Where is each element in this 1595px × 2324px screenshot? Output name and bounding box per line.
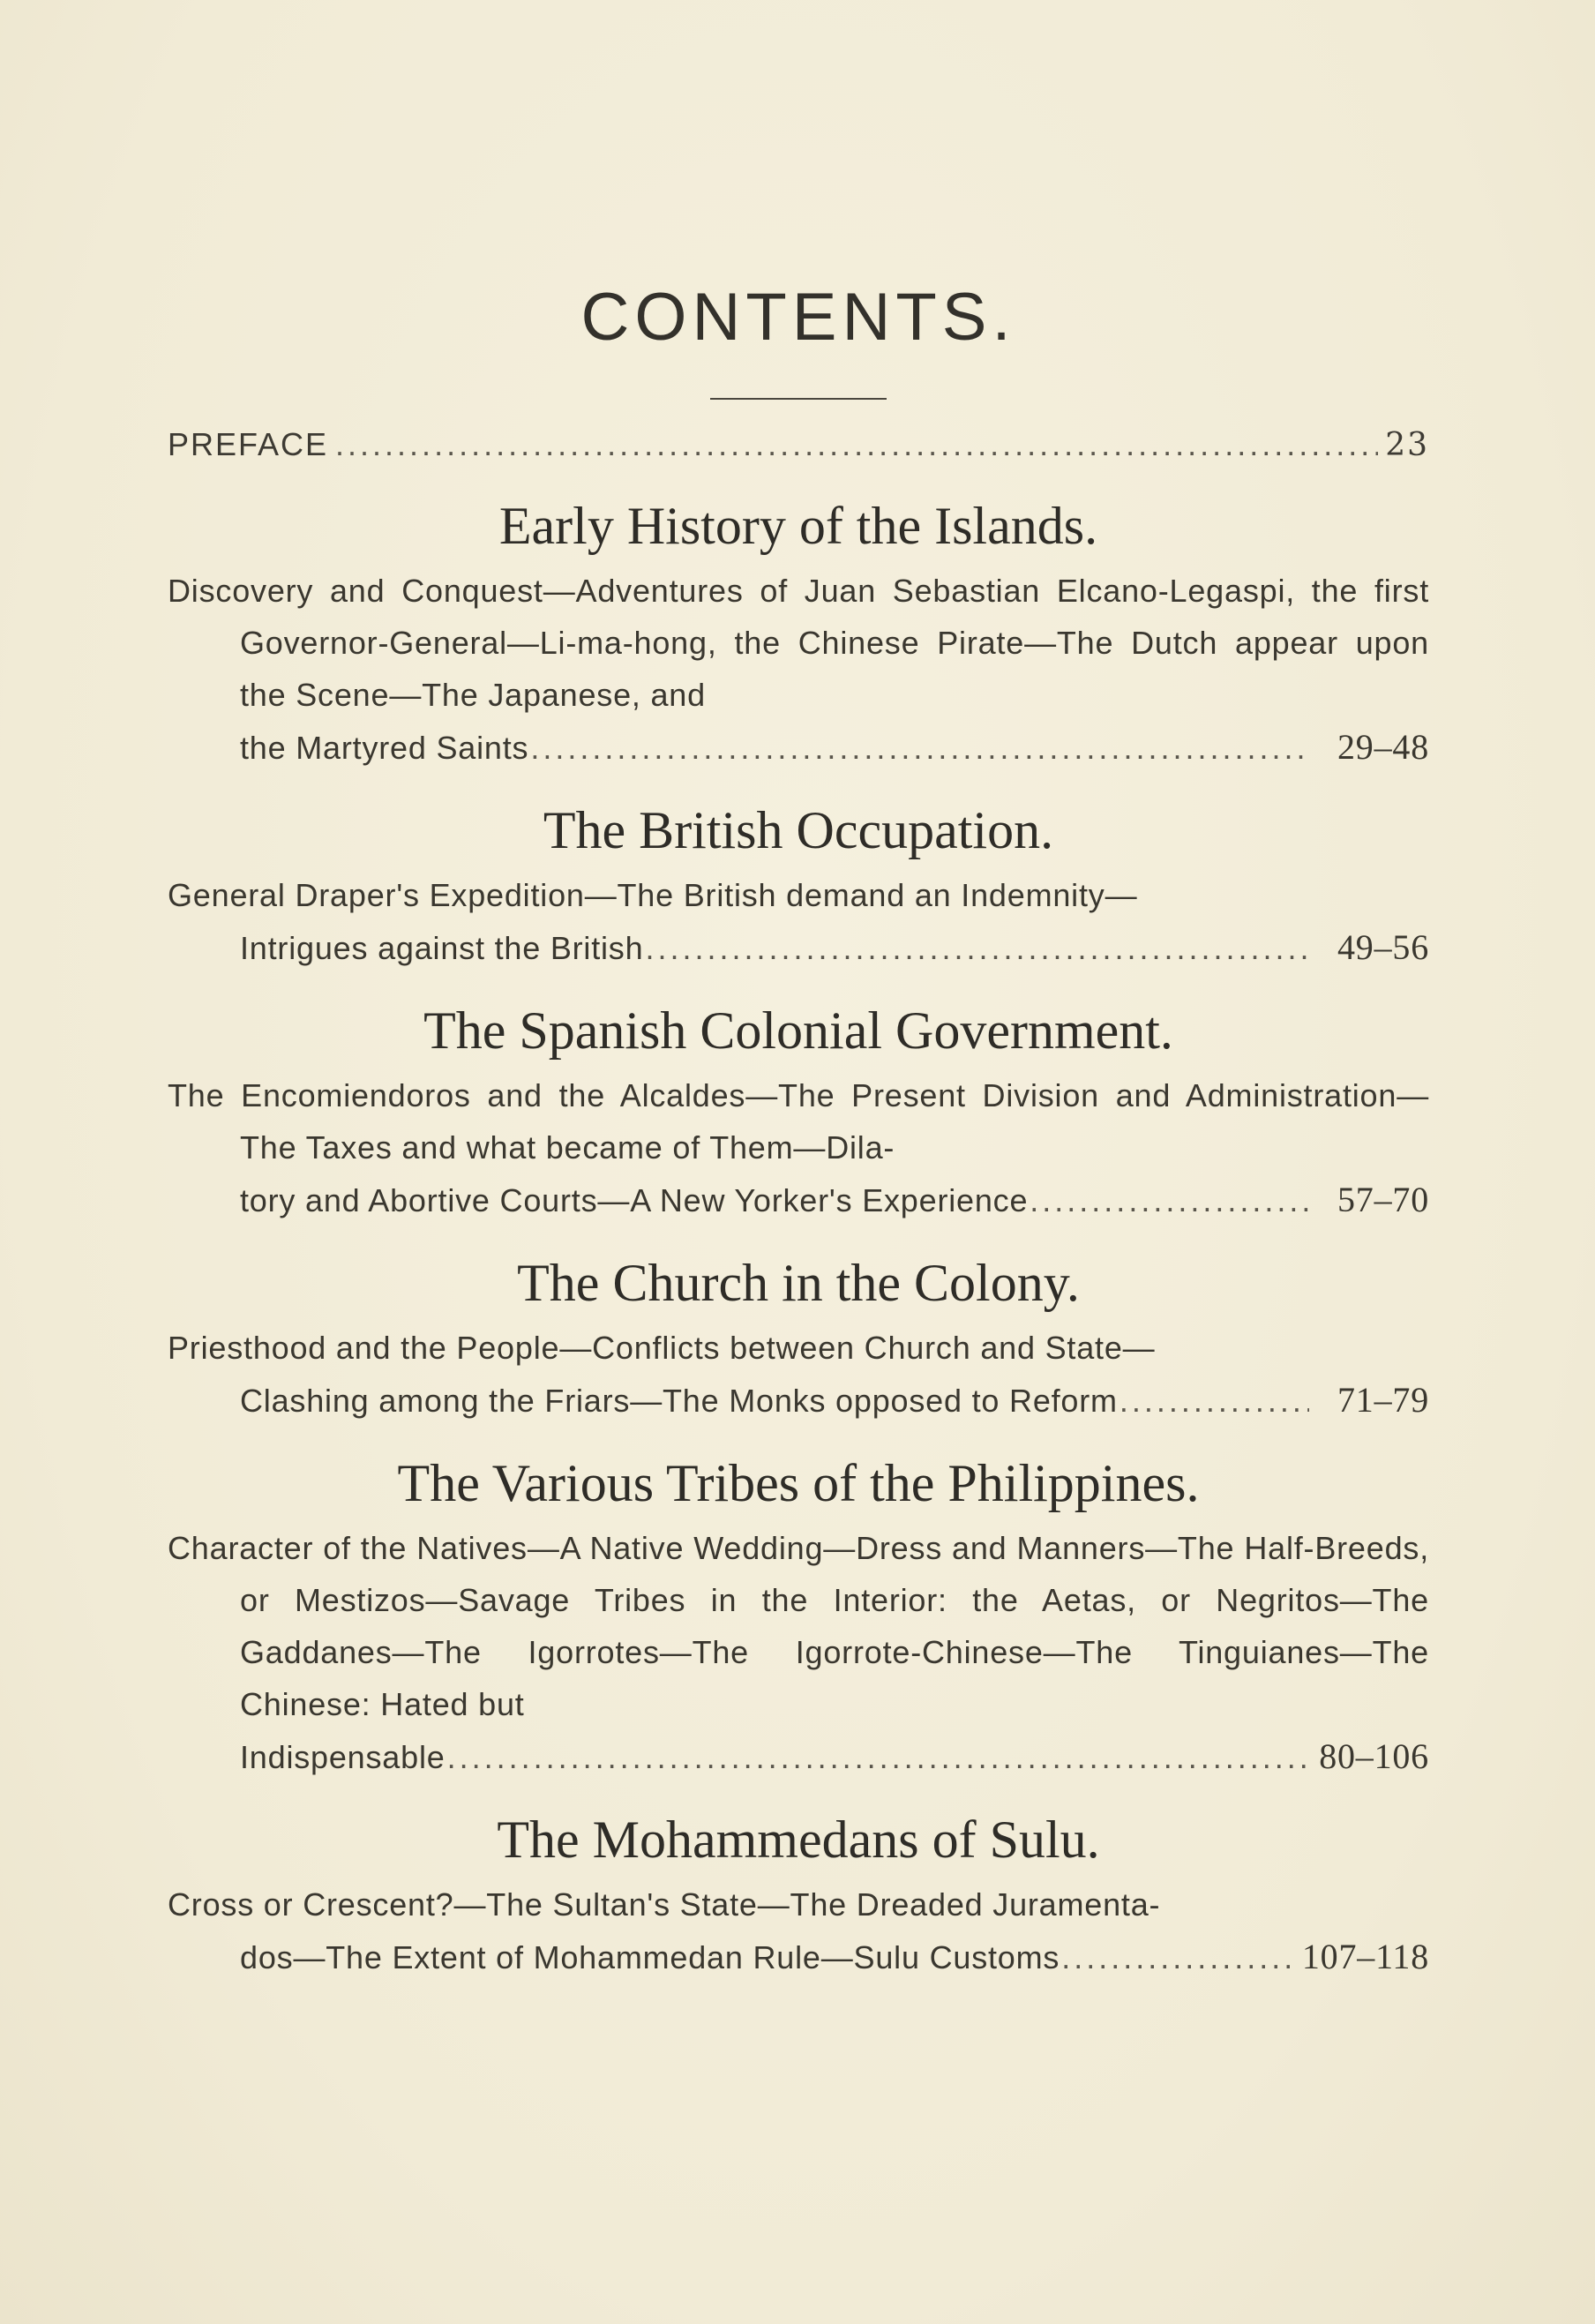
leader-dots <box>1030 1174 1309 1226</box>
toc-section-church <box>168 1249 1429 1427</box>
section-entry-end <box>240 1374 1429 1427</box>
leader-dots <box>335 421 1378 469</box>
toc-section-early-history <box>168 492 1429 774</box>
leader-dots <box>1061 1931 1297 1983</box>
page-title: CONTENTS. <box>580 280 1016 355</box>
section-description <box>168 565 1429 774</box>
preface-label: PREFACE <box>168 426 329 462</box>
section-description <box>168 869 1429 974</box>
section-last-line: Indispensable <box>240 1739 446 1775</box>
section-entry-end <box>240 921 1429 974</box>
section-last-line: tory and Abortive Courts—A New Yorker's Experience <box>240 1182 1029 1218</box>
preface-page-number: 23 <box>1385 427 1429 463</box>
section-page-range: 29–48 <box>1337 727 1429 767</box>
section-text: Discovery and Conquest—Adventures of Juan Sebastian Elcano-Legaspi, the first Governor-General—Li-ma-hong, the Chinese Pirate—The Dutch appear upon the Scene—The Japanese, and <box>168 573 1429 713</box>
leader-dots <box>645 922 1309 974</box>
section-text: Cross or Crescent?—The Sultan's State—The Dreaded Juramenta- <box>168 1886 1161 1923</box>
section-heading: The Various Tribes of the Philippines. <box>397 1454 1200 1512</box>
toc-section-spanish-government <box>168 997 1429 1226</box>
section-description <box>168 1322 1429 1427</box>
toc-section-sulu <box>168 1806 1429 1983</box>
section-text: Character of the Natives—A Native Wedding—Dress and Manners—The Half-Breeds, or Mestizos—Savage Tribes in the Interior: the Aetas, or Negritos—The Gaddanes—The Igorrotes—The Igorrote-Chinese—The Tinguianes—The Chinese: Hated but <box>168 1530 1429 1722</box>
section-heading: The Church in the Colony. <box>517 1254 1080 1312</box>
section-last-line: dos—The Extent of Mohammedan Rule—Sulu Customs <box>240 1939 1060 1975</box>
leader-dots <box>530 722 1309 774</box>
section-heading: The Spanish Colonial Government. <box>423 1001 1173 1060</box>
section-entry-end <box>240 1930 1429 1983</box>
section-entry-end <box>240 1730 1429 1783</box>
section-text: General Draper's Expedition—The British demand an Indemnity— <box>168 877 1138 913</box>
section-page-range: 107–118 <box>1301 1937 1429 1976</box>
leader-dots <box>1119 1375 1309 1427</box>
leader-dots <box>447 1731 1309 1783</box>
section-text: The Encomiendoros and the Alcaldes—The Present Division and Administration—The Taxes and what became of Them—Dila- <box>168 1077 1429 1166</box>
section-description <box>168 1069 1429 1226</box>
title-divider <box>710 398 887 400</box>
section-entry-end <box>240 1173 1429 1226</box>
section-text: Priesthood and the People—Conflicts between Church and State— <box>168 1330 1156 1366</box>
toc-section-british-occupation <box>168 797 1429 974</box>
section-entry-end <box>240 721 1429 774</box>
section-heading: The Mohammedans of Sulu. <box>497 1810 1100 1869</box>
contents-block <box>168 278 1429 1983</box>
section-page-range: 57–70 <box>1337 1180 1429 1219</box>
preface-entry <box>168 421 1429 469</box>
section-page-range: 80–106 <box>1319 1736 1429 1776</box>
section-heading: Early History of the Islands. <box>498 497 1098 555</box>
section-description <box>168 1522 1429 1783</box>
section-page-range: 49–56 <box>1337 927 1429 967</box>
toc-section-tribes <box>168 1450 1429 1783</box>
section-page-range: 71–79 <box>1337 1380 1429 1420</box>
section-description <box>168 1878 1429 1983</box>
section-heading: The British Occupation. <box>543 801 1054 859</box>
section-last-line: Clashing among the Friars—The Monks opposed to Reform <box>240 1383 1118 1419</box>
section-last-line: the Martyred Saints <box>240 730 529 766</box>
section-last-line: Intrigues against the British <box>240 930 644 966</box>
